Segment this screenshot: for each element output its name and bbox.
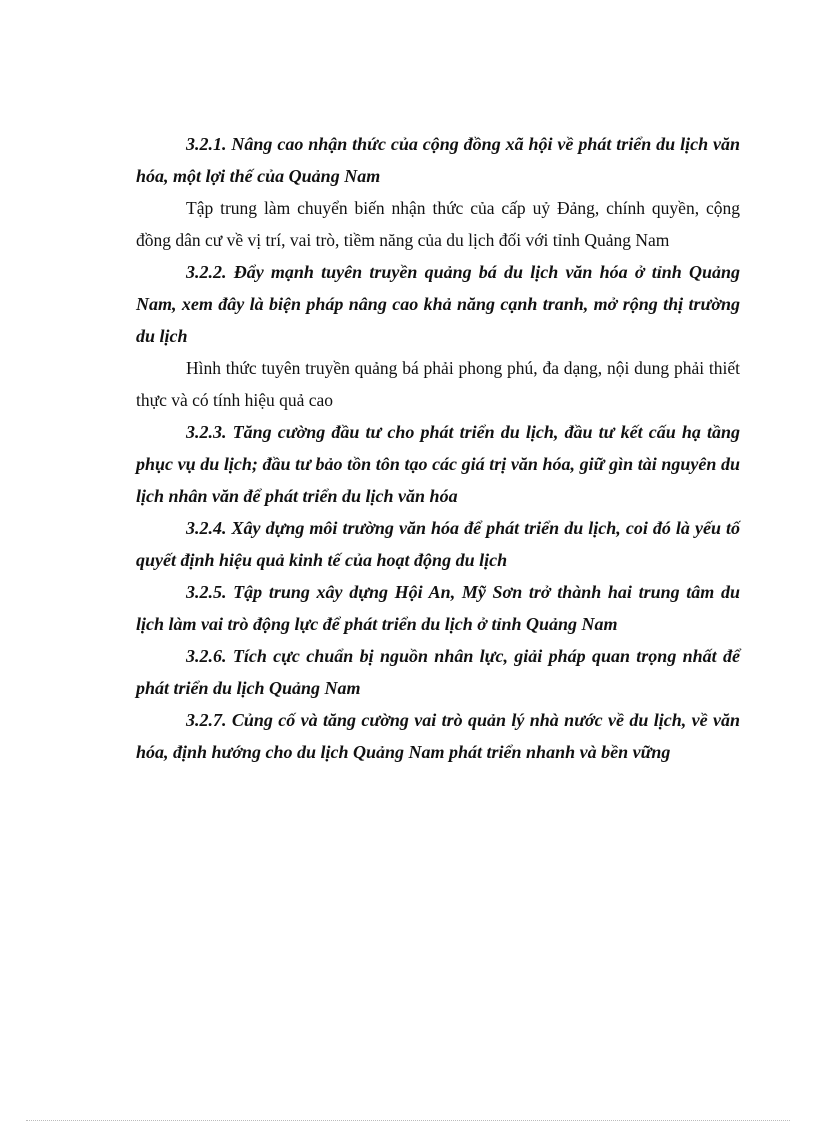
section-heading-3-2-7: 3.2.7. Củng cố và tăng cường vai trò quản lý nhà nước về du lịch, về văn hóa, định hướng cho du lịch Quảng Nam phát triển nhanh và bền vững xyxy=(136,710,740,762)
section-body-3-2-1: Tập trung làm chuyển biến nhận thức của cấp uỷ Đảng, chính quyền, cộng đồng dân cư về vị trí, vai trò, tiềm năng của du lịch đối với tỉnh Quảng Nam xyxy=(136,198,740,250)
section-heading-3-2-5: 3.2.5. Tập trung xây dựng Hội An, Mỹ Sơn trở thành hai trung tâm du lịch làm vai trò động lực để phát triển du lịch ở tỉnh Quảng Nam xyxy=(136,582,740,634)
section-heading-3-2-2: 3.2.2. Đẩy mạnh tuyên truyền quảng bá du lịch văn hóa ở tỉnh Quảng Nam, xem đây là biện pháp nâng cao khả năng cạnh tranh, mở rộng thị trường du lịch xyxy=(136,262,740,346)
section-body-3-2-2: Hình thức tuyên truyền quảng bá phải phong phú, đa dạng, nội dung phải thiết thực và có tính hiệu quả cao xyxy=(136,358,740,410)
page-bottom-divider xyxy=(26,1120,790,1121)
section-heading-3-2-3: 3.2.3. Tăng cường đầu tư cho phát triển du lịch, đầu tư kết cấu hạ tầng phục vụ du lịch; đầu tư bảo tồn tôn tạo các giá trị văn hóa, giữ gìn tài nguyên du lịch nhân văn để phát triển du lịch văn hóa xyxy=(136,422,740,506)
section-heading-3-2-6: 3.2.6. Tích cực chuẩn bị nguồn nhân lực, giải pháp quan trọng nhất để phát triển du lịch Quảng Nam xyxy=(136,646,740,698)
section-heading-3-2-4: 3.2.4. Xây dựng môi trường văn hóa để phát triển du lịch, coi đó là yếu tố quyết định hiệu quả kinh tế của hoạt động du lịch xyxy=(136,518,740,570)
section-heading-3-2-1: 3.2.1. Nâng cao nhận thức của cộng đồng xã hội về phát triển du lịch văn hóa, một lợi thế của Quảng Nam xyxy=(136,134,740,186)
page-content xyxy=(136,128,740,768)
